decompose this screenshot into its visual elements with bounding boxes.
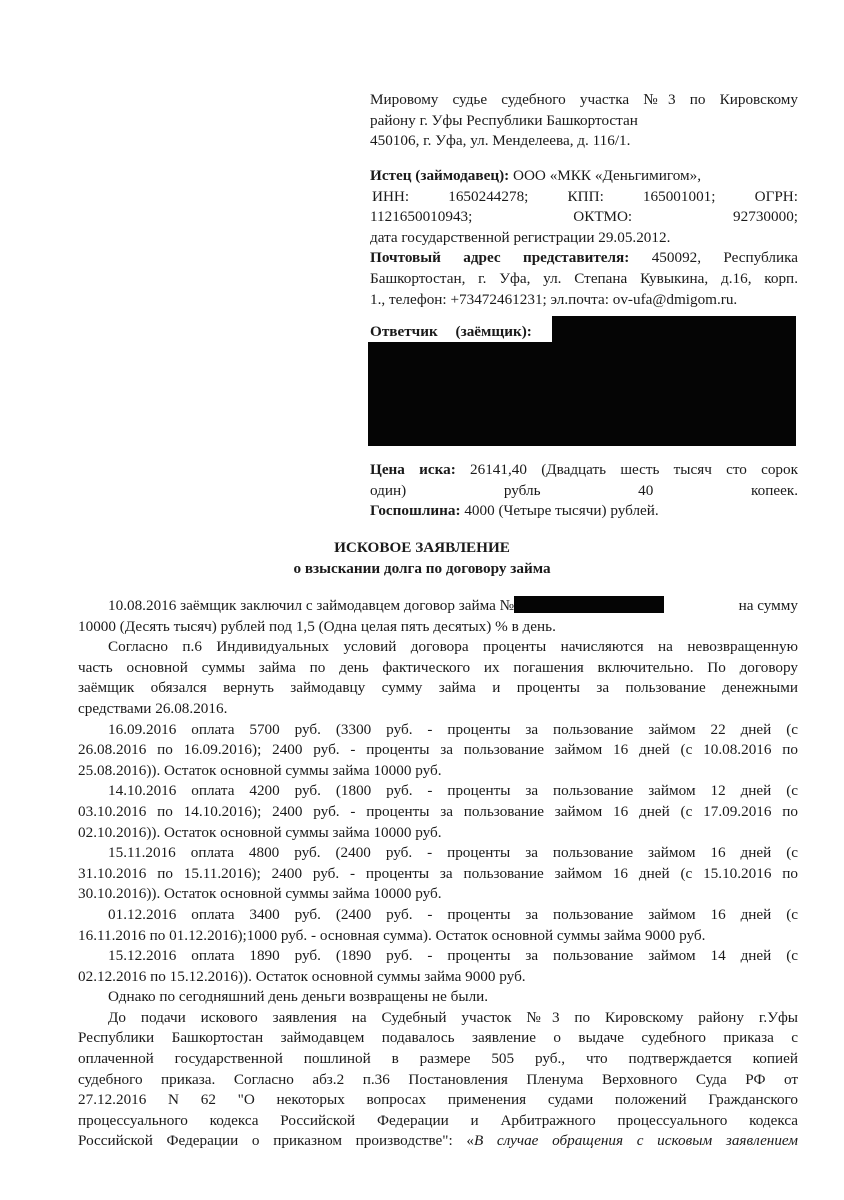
claim-block xyxy=(370,460,798,522)
price-line xyxy=(370,460,798,481)
paragraph-line: 30.10.2016)). Остаток основной суммы займа 10000 руб. xyxy=(78,885,442,903)
paragraph-line: 16.09.2016 оплата 5700 руб. (3300 руб. - проценты за пользование займом 22 дней (с xyxy=(108,720,798,738)
duty-label: Госпошлина: xyxy=(370,502,461,520)
body-text xyxy=(78,596,798,1152)
paragraph-line: часть основной суммы займа по день фактического их погашения включительно. По договору xyxy=(78,658,798,676)
redaction-block xyxy=(368,342,796,446)
p1-text: 10.08.2016 заёмщик заключил с займодавцем договор займа № xyxy=(108,597,515,614)
paragraph-line: 03.10.2016 по 14.10.2016); 2400 руб. - проценты за пользование займом 16 дней (с 17.09.2016 по xyxy=(78,802,798,820)
postal-label: Почтовый адрес представителя: xyxy=(370,249,630,267)
paragraph-line: 15.11.2016 оплата 4800 руб. (2400 руб. - проценты за пользование займом 16 дней (с xyxy=(108,844,798,862)
paragraph-line: заёмщик обязался вернуть займодавцу сумму займа и проценты за пользование денежными xyxy=(78,679,798,697)
paragraph-line: средствами 26.08.2016. xyxy=(78,699,228,717)
price-line: один) рубль 40 копеек. xyxy=(370,481,798,499)
paragraph-line: 10000 (Десять тысяч) рублей под 1,5 (Одна целая пять десятых) % в день. xyxy=(78,617,556,635)
document-title-block xyxy=(0,538,844,579)
paragraph-line: 15.12.2016 оплата 1890 руб. (1890 руб. - проценты за пользование займом 14 дней (с xyxy=(108,947,798,965)
paragraph-line: оплаченной государственной пошлиной в размере 505 руб., что подтверждается копией xyxy=(78,1050,798,1068)
plaintiff-block xyxy=(370,166,798,310)
paragraph-line: 01.12.2016 оплата 3400 руб. (2400 руб. - проценты за пользование займом 16 дней (с xyxy=(108,905,798,923)
redaction-inline xyxy=(514,596,664,613)
paragraph-line: До подачи искового заявления на Судебный участок №3 по Кировскому району г.Уфы xyxy=(108,1008,798,1026)
price-label: Цена иска: xyxy=(370,461,456,478)
paragraph-line: 26.08.2016 по 16.09.2016); 2400 руб. - проценты за пользование займом 16 дней (с 10.08.2016 по xyxy=(78,741,798,759)
addressee-block xyxy=(370,90,798,152)
plaintiff-line xyxy=(370,166,798,187)
ogrn-label: ОГРН: xyxy=(754,187,798,205)
paragraph-line xyxy=(78,596,798,617)
document-title: ИСКОВОЕ ЗАЯВЛЕНИЕ xyxy=(334,539,510,556)
paragraph-line: Согласно п.6 Индивидуальных условий договора проценты начисляются на невозвращенную xyxy=(108,638,798,656)
plaintiff-name: ООО «МКК «Деньгимигом», xyxy=(509,167,702,184)
price-value: 26141,40 (Двадцать шесть тысяч сто сорок xyxy=(455,461,798,478)
ogrn-value: 1121650010943; xyxy=(370,208,473,226)
paragraph-line: 02.12.2016 по 15.12.2016)). Остаток основной суммы займа 9000 руб. xyxy=(78,967,526,985)
plaintiff-ids-line-2 xyxy=(370,207,798,228)
paragraph-line: 25.08.2016)). Остаток основной суммы займа 10000 руб. xyxy=(78,761,442,779)
p9-last-italic: В случае обращения с исковым заявлением xyxy=(473,1132,798,1150)
postal-value: 450092, Республика xyxy=(629,249,799,267)
addressee-line: району г. Уфы Республики Башкортостан xyxy=(370,111,638,129)
postal-line: Башкортостан, г. Уфа, ул. Степана Кувыкина, д.16, корп. xyxy=(370,269,798,287)
paragraph-line: Республики Башкортостан займодавцем подавалось заявление о выдаче судебного приказа с xyxy=(78,1029,798,1047)
paragraph-line: судебного приказа. Согласно абз.2 п.36 Постановления Пленума Верховного Суда РФ от xyxy=(78,1070,798,1088)
addressee-line: 450106, г. Уфа, ул. Менделеева, д. 116/1. xyxy=(370,132,631,150)
document-subtitle: о взыскании долга по договору займа xyxy=(293,559,551,577)
defendant-block xyxy=(370,322,550,343)
plaintiff-ids-line xyxy=(370,187,798,208)
paragraph-line: 31.10.2016 по 15.11.2016); 2400 руб. - проценты за пользование займом 16 дней (с 15.10.2016 по xyxy=(78,864,798,882)
addressee-line: Мировому судье судебного участка №3 по Кировскому xyxy=(370,91,798,108)
postal-line: 1., телефон: +73472461231; эл.почта: ov-ufa@dmigom.ru. xyxy=(370,290,738,308)
duty-line xyxy=(370,501,798,522)
paragraph-line: 16.11.2016 по 01.12.2016);1000 руб. - основная сумма). Остаток основной суммы займа 9000 руб. xyxy=(78,926,706,944)
oktmo-value: 92730000; xyxy=(733,208,799,226)
paragraph-line: 14.10.2016 оплата 4200 руб. (1800 руб. - проценты за пользование займом 12 дней (с xyxy=(108,782,798,800)
paragraph-line: процессуального кодекса Российской Федерации и Арбитражного процессуального кодекса xyxy=(78,1111,798,1129)
duty-value: 4000 (Четыре тысячи) рублей. xyxy=(460,502,659,520)
plaintiff-label: Истец (займодавец): xyxy=(370,167,510,184)
defendant-label: Ответчик (заёмщик): xyxy=(370,323,532,340)
paragraph-line: 02.10.2016)). Остаток основной суммы займа 10000 руб. xyxy=(78,823,442,841)
p1-text-end: на сумму xyxy=(738,597,798,614)
inn-label: ИНН: xyxy=(372,187,410,205)
kpp-label: КПП: xyxy=(567,187,604,205)
inn-value: 1650244278; xyxy=(448,187,529,205)
oktmo-label: ОКТМО: xyxy=(573,208,633,226)
postal-line xyxy=(370,248,798,269)
paragraph-line: Однако по сегодняшний день деньги возвращены не были. xyxy=(108,988,489,1006)
kpp-value: 165001001; xyxy=(642,187,716,205)
paragraph-line: 27.12.2016 N 62 "О некоторых вопросах применения судами положений Гражданского xyxy=(78,1091,798,1109)
paragraph-line xyxy=(78,1131,798,1152)
reg-date: дата государственной регистрации 29.05.2012. xyxy=(370,228,671,246)
p9-last-text: Российской Федерации о приказном производстве": « xyxy=(78,1132,474,1150)
